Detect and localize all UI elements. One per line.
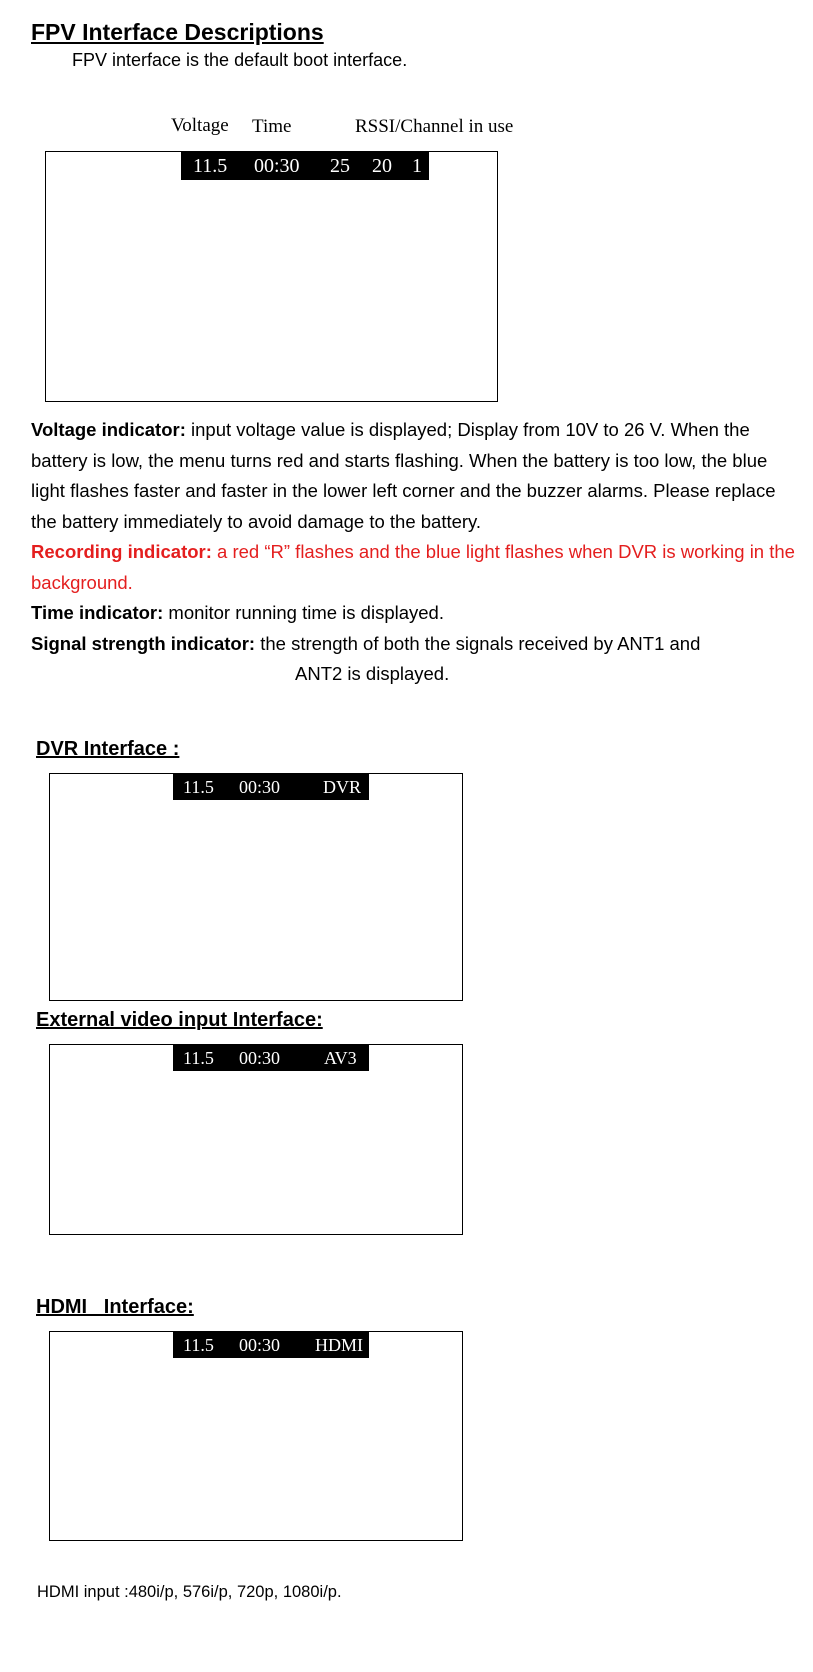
signal-description-text: the strength of both the signals received by ANT1 and bbox=[255, 632, 701, 654]
fpv-voltage-value: 11.5 bbox=[193, 155, 228, 177]
time-description-label: Time indicator: bbox=[31, 602, 164, 623]
signal-description-label: Signal strength indicator: bbox=[31, 632, 256, 654]
fpv-rssi2-value: 20 bbox=[372, 155, 392, 177]
rssi-column-label: RSSI/Channel in use bbox=[355, 116, 514, 137]
external-voltage-value: 11.5 bbox=[183, 1048, 214, 1068]
hdmi-screen bbox=[49, 1331, 463, 1541]
fpv-rssi1-value: 25 bbox=[330, 155, 350, 177]
signal-description-continued: ANT2 is displayed. bbox=[295, 663, 450, 684]
hdmi-heading: HDMI Interface: bbox=[36, 1296, 194, 1318]
intro-text: FPV interface is the default boot interface. bbox=[72, 50, 408, 70]
recording-description-label: Recording indicator: bbox=[31, 541, 212, 562]
time-column-label: Time bbox=[252, 116, 292, 137]
dvr-mode-value: DVR bbox=[323, 777, 362, 797]
hdmi-voltage-value: 11.5 bbox=[183, 1335, 214, 1355]
dvr-screen bbox=[49, 773, 463, 1001]
hdmi-osd-bar bbox=[173, 1332, 369, 1358]
fpv-screen bbox=[45, 151, 498, 402]
hdmi-mode-value: HDMI bbox=[315, 1335, 363, 1355]
time-description-text: monitor running time is displayed. bbox=[163, 602, 444, 623]
external-mode-value: AV3 bbox=[324, 1048, 357, 1068]
hdmi-input-note: HDMI input :480i/p, 576i/p, 720p, 1080i/p. bbox=[37, 1583, 342, 1601]
fpv-channel-value: 1 bbox=[412, 155, 422, 177]
voltage-description-text: input voltage value is displayed; Display from 10V to 26 V. When the battery is low, the menu turns red and starts flashing. When the battery is too low, the blue light flashes faster and faster in the lower left corner and the buzzer alarms. Please replace the battery immediately to avoid damage to the battery. bbox=[31, 419, 776, 532]
recording-description-text: a red “R” flashes and the blue light flashes when DVR is working in the background. bbox=[31, 541, 795, 593]
page-title: FPV Interface Descriptions bbox=[31, 19, 324, 45]
external-input-heading: External video input Interface: bbox=[36, 1009, 323, 1031]
indicator-descriptions bbox=[31, 415, 806, 690]
external-osd-bar bbox=[173, 1045, 369, 1071]
voltage-column-label: Voltage bbox=[171, 115, 229, 136]
recording-description bbox=[31, 537, 806, 598]
dvr-osd-bar bbox=[173, 774, 369, 800]
signal-description bbox=[31, 629, 806, 660]
voltage-description bbox=[31, 415, 806, 537]
external-time-value: 00:30 bbox=[239, 1048, 281, 1068]
dvr-time-value: 00:30 bbox=[239, 777, 281, 797]
dvr-heading: DVR Interface : bbox=[36, 738, 180, 760]
voltage-description-label: Voltage indicator: bbox=[31, 419, 186, 440]
fpv-time-value: 00:30 bbox=[254, 155, 300, 177]
fpv-osd-bar bbox=[181, 152, 429, 180]
dvr-voltage-value: 11.5 bbox=[183, 777, 214, 797]
hdmi-time-value: 00:30 bbox=[239, 1335, 281, 1355]
time-description bbox=[31, 598, 806, 629]
external-input-screen bbox=[49, 1044, 463, 1235]
